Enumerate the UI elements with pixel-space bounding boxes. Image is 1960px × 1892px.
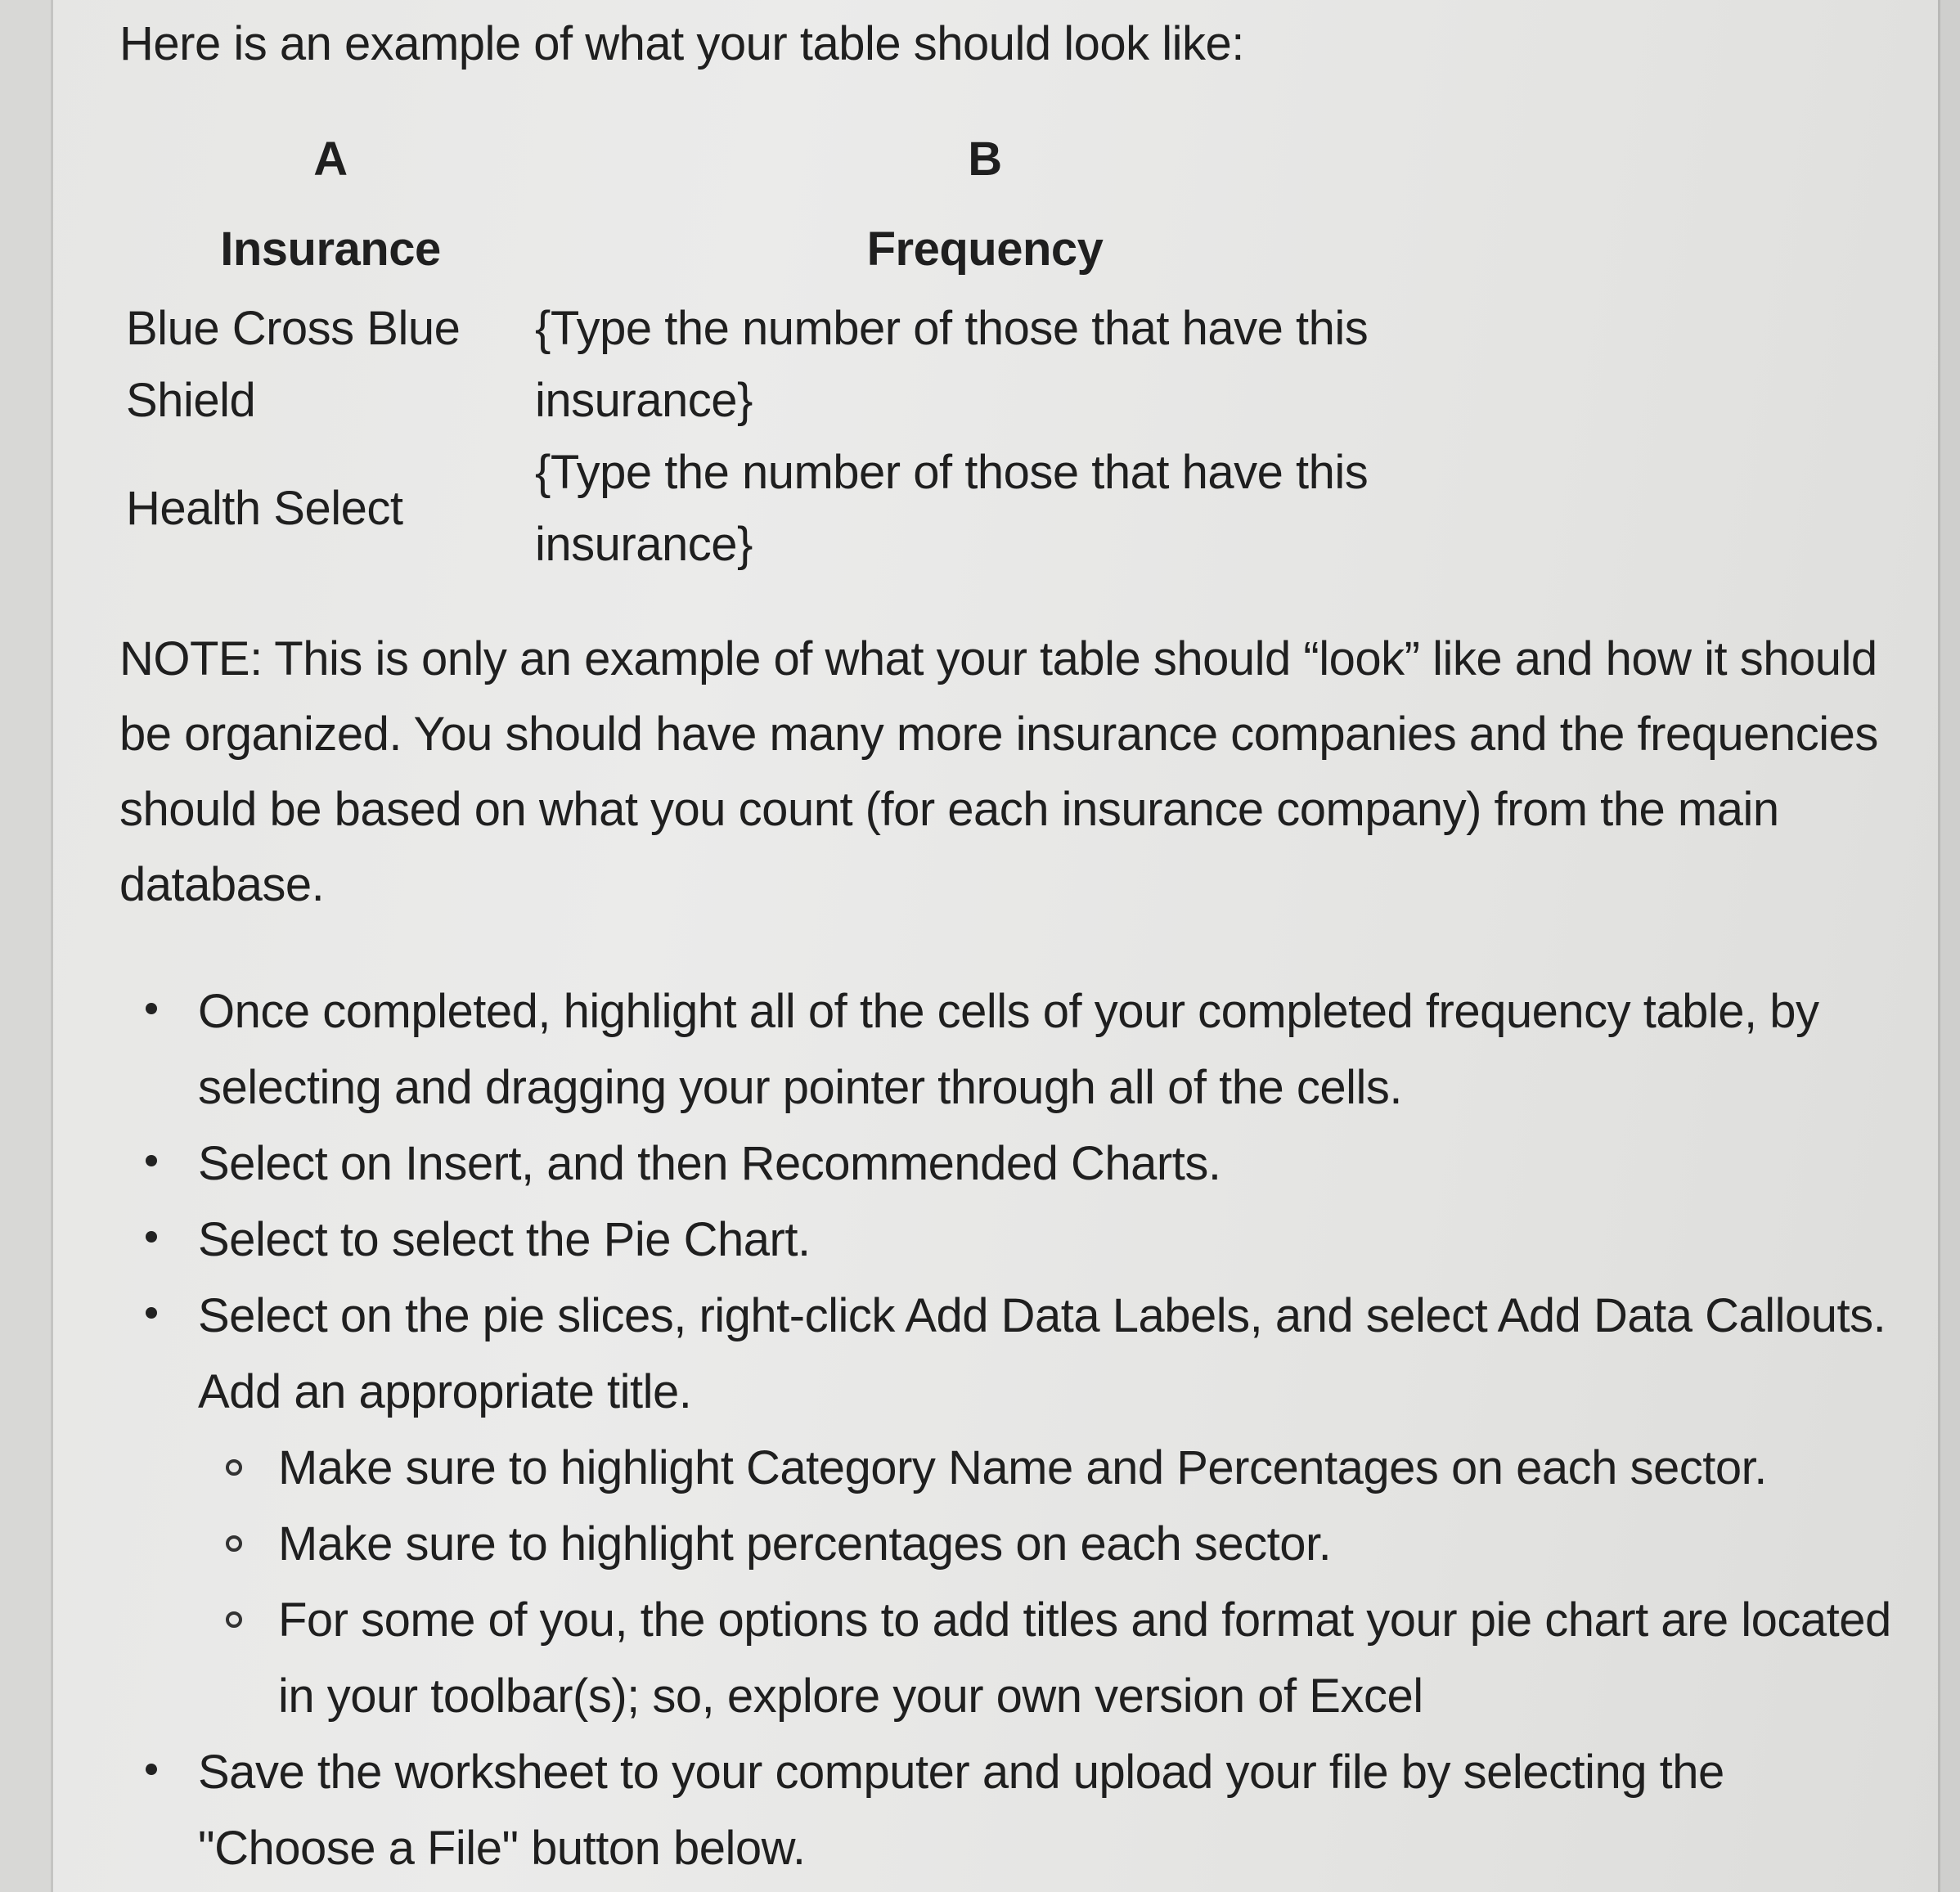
column-letter-a: A (313, 132, 348, 186)
list-item (198, 1202, 1903, 1278)
list-item (198, 973, 1903, 1126)
example-table (126, 113, 1435, 581)
column-letter-row (126, 113, 1435, 204)
sub-list-item (278, 1506, 1903, 1582)
list-item-text: Select on the pie slices, right-click Add Data Labels, and select Add Data Callouts. Add an appropriate title. (198, 1289, 1886, 1418)
insurance-cell: Blue Cross Blue Shield (126, 302, 461, 427)
frequency-cell: {Type the number of those that have this insurance} (535, 302, 1369, 427)
bullet-icon (146, 1764, 157, 1775)
instruction-list (119, 973, 1903, 1886)
sub-list-item (278, 1582, 1903, 1734)
sub-list-item-text: Make sure to highlight Category Name and Percentages on each sector. (278, 1441, 1767, 1494)
frequency-header: Frequency (866, 222, 1104, 276)
sub-list-item (278, 1430, 1903, 1506)
sub-list-item-text: Make sure to highlight percentages on each sector. (278, 1517, 1332, 1571)
table-row (126, 293, 1435, 437)
sub-list-item-text: For some of you, the options to add titles and format your pie chart are located in your toolbar(s); so, explore your own version of Excel (278, 1593, 1891, 1723)
intro-text: Here is an example of what your table should look like: (119, 17, 1244, 70)
bullet-icon (146, 1307, 157, 1319)
bullet-icon (146, 1155, 157, 1166)
note-paragraph: NOTE: This is only an example of what your table should “look” like and how it should be organized. You should have many more insurance companies and the frequencies should be based on what you count (for each insurance company) from the main database. (119, 632, 1878, 911)
list-item (198, 1278, 1903, 1734)
assignment-content (119, 15, 1903, 1886)
sub-instruction-list (198, 1430, 1903, 1734)
bullet-icon (146, 1231, 157, 1243)
bullet-icon (146, 1003, 157, 1014)
header-row (126, 204, 1435, 293)
hollow-bullet-icon (226, 1459, 242, 1476)
column-letter-b: B (968, 132, 1002, 186)
list-item-text: Select to select the Pie Chart. (198, 1213, 811, 1266)
insurance-header: Insurance (220, 222, 441, 276)
list-item-text: Select on Insert, and then Recommended Charts. (198, 1137, 1221, 1190)
scrollbar[interactable] (1938, 0, 1960, 1892)
list-item (198, 1734, 1903, 1886)
left-margin (0, 0, 53, 1892)
hollow-bullet-icon (226, 1611, 242, 1628)
hollow-bullet-icon (226, 1535, 242, 1552)
list-item-text: Once completed, highlight all of the cells of your completed frequency table, by selecting and dragging your pointer through all of the cells. (198, 985, 1819, 1114)
list-item-text: Save the worksheet to your computer and upload your file by selecting the "Choose a File" button below. (198, 1746, 1724, 1875)
table-row (126, 437, 1435, 581)
frequency-cell: {Type the number of those that have this insurance} (535, 446, 1369, 571)
list-item (198, 1126, 1903, 1202)
insurance-cell: Health Select (126, 482, 403, 535)
